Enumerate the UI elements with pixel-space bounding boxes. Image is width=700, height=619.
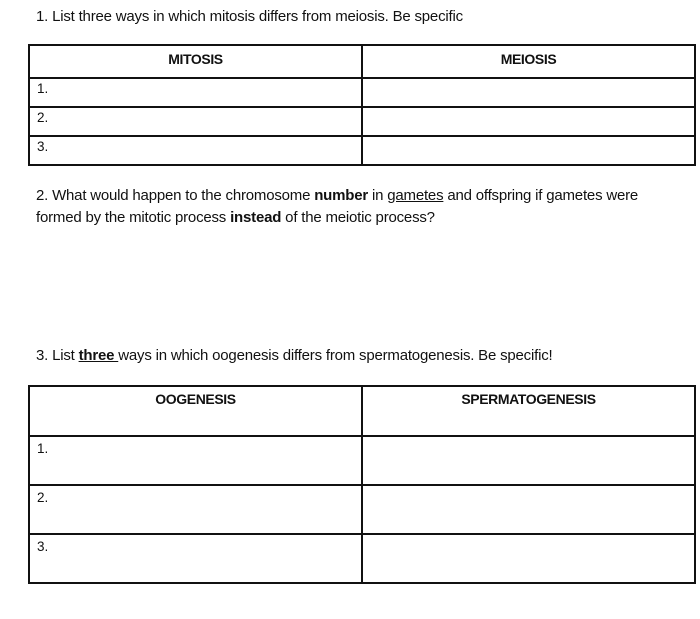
q2-text: 2. What would happen to the chromosome bbox=[36, 187, 315, 204]
q2-underline-gametes: gametes bbox=[387, 187, 444, 204]
q2-text: of the meiotic process? bbox=[281, 209, 435, 226]
meiosis-header: MEIOSIS bbox=[362, 45, 695, 78]
oogenesis-cell[interactable] bbox=[29, 436, 362, 485]
oogenesis-cell[interactable] bbox=[29, 534, 362, 583]
mitosis-cell[interactable] bbox=[29, 107, 362, 136]
oogenesis-header: OOGENESIS bbox=[29, 386, 362, 436]
mitosis-header: MITOSIS bbox=[29, 45, 362, 78]
table-row bbox=[29, 78, 695, 107]
row-number: 2. bbox=[37, 110, 49, 125]
spermatogenesis-header: SPERMATOGENESIS bbox=[362, 386, 695, 436]
row-number: 2. bbox=[37, 490, 49, 505]
table-row bbox=[29, 107, 695, 136]
table-row bbox=[29, 436, 695, 485]
table-row bbox=[29, 485, 695, 534]
q3-bold-three: three bbox=[78, 347, 119, 364]
mitosis-cell[interactable] bbox=[29, 78, 362, 107]
mitosis-meiosis-table bbox=[28, 44, 696, 166]
question-3 bbox=[36, 345, 552, 367]
q2-bold-instead: instead bbox=[230, 209, 282, 226]
question-2 bbox=[36, 185, 676, 229]
meiosis-cell[interactable] bbox=[362, 136, 695, 165]
q3-text: ways in which oogenesis differs from spermatogenesis. Be specific! bbox=[118, 347, 553, 364]
oogenesis-spermatogenesis-table bbox=[28, 385, 696, 584]
q2-text: and offspring if gametes were formed by the mitotic process bbox=[36, 187, 639, 226]
q2-bold-number: number bbox=[314, 187, 369, 204]
row-number: 3. bbox=[37, 539, 49, 554]
row-number: 1. bbox=[37, 441, 49, 456]
meiosis-cell[interactable] bbox=[362, 107, 695, 136]
table-header-row bbox=[29, 45, 695, 78]
question-1: 1. List three ways in which mitosis differs from meiosis. Be specific bbox=[36, 8, 463, 25]
spermatogenesis-cell[interactable] bbox=[362, 534, 695, 583]
meiosis-cell[interactable] bbox=[362, 78, 695, 107]
mitosis-cell[interactable] bbox=[29, 136, 362, 165]
oogenesis-cell[interactable] bbox=[29, 485, 362, 534]
q3-text: 3. List bbox=[36, 347, 79, 364]
table-row bbox=[29, 534, 695, 583]
row-number: 3. bbox=[37, 139, 49, 154]
table-header-row bbox=[29, 386, 695, 436]
spermatogenesis-cell[interactable] bbox=[362, 485, 695, 534]
row-number: 1. bbox=[37, 81, 49, 96]
spermatogenesis-cell[interactable] bbox=[362, 436, 695, 485]
table-row bbox=[29, 136, 695, 165]
q2-text: in bbox=[368, 187, 388, 204]
